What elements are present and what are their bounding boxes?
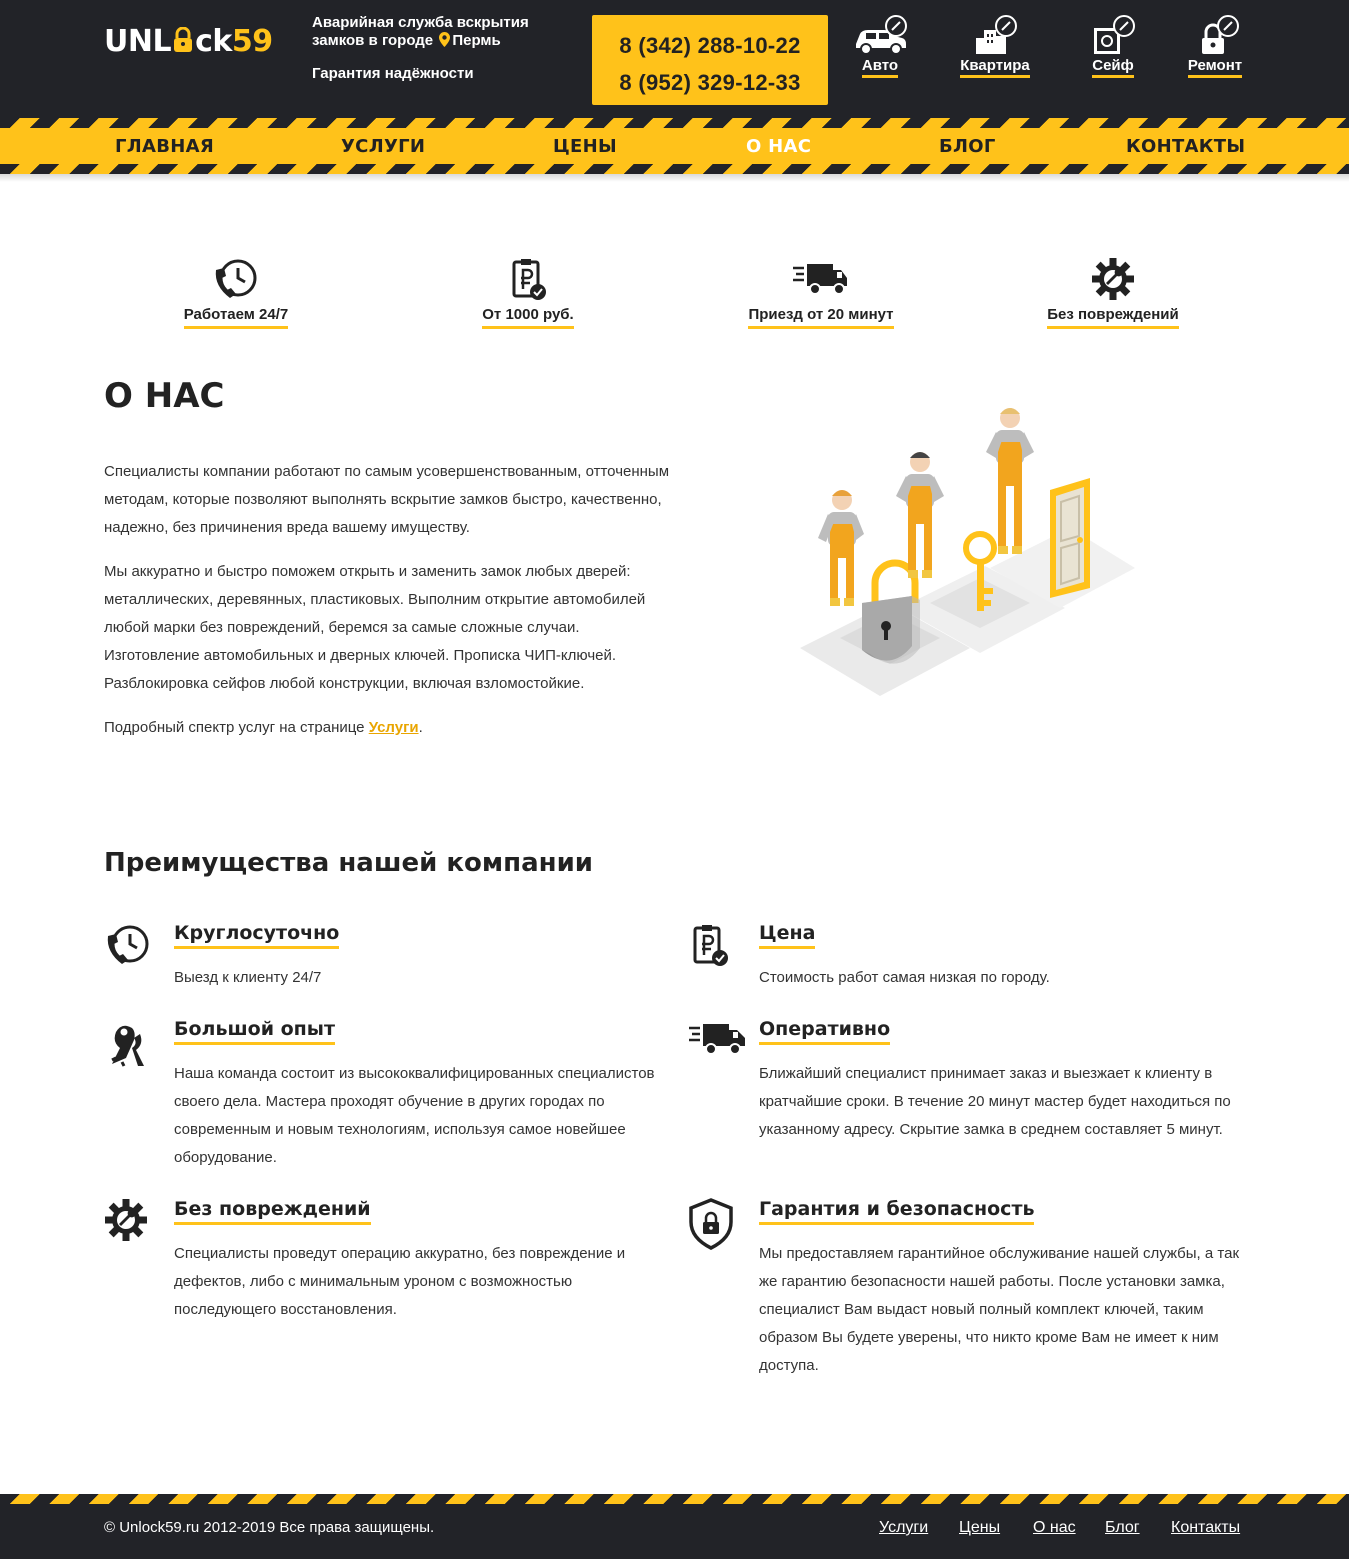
guarantee-text: Гарантия надёжности [312,65,474,82]
padlock-icon [1186,14,1244,56]
footer-link-services[interactable]: Услуги [879,1519,929,1536]
feature-no-damage: Без повреждений [1038,256,1188,329]
service-auto[interactable]: Авто [850,14,910,78]
copyright: © Unlock59.ru 2012-2019 Все права защищены. [104,1519,435,1536]
nav-item-blog[interactable]: БЛОГ [939,136,996,157]
footer [0,1504,1349,1559]
building-icon [958,14,1032,56]
clock-phone-icon [104,922,152,973]
service-safe[interactable]: Сейф [1088,14,1138,78]
nav-item-services[interactable]: УСЛУГИ [341,136,426,157]
phone-1[interactable]: 8 (342) 288-10-22 [619,33,801,58]
logo-lock-icon [172,26,194,52]
nav-item-about[interactable]: О НАС [746,136,812,157]
gear-wrench-icon [104,1198,152,1249]
about-paragraph-1: Специалисты компании работают по самым усовершенствованным, отточенным методам, которые позволяют выполнять вскрытие замков быстро, качественно, надежно, без причинения вреда вашему имуществу. [104,463,670,536]
about-paragraph-3: Подробный спектр услуг на странице Услуги. [104,719,423,736]
header [0,0,1349,118]
price-list-icon [472,256,584,302]
phone-2[interactable]: 8 (952) 329-12-33 [619,70,801,95]
footer-link-prices[interactable]: Цены [959,1519,1001,1536]
nav-item-contacts[interactable]: КОНТАКТЫ [1126,136,1246,157]
workers-illustration [780,398,1140,708]
truck-icon [689,1018,749,1069]
about-text [104,458,674,758]
service-repair[interactable]: Ремонт [1186,14,1244,78]
nav-item-home[interactable]: ГЛАВНАЯ [115,136,215,157]
feature-arrival: Приезд от 20 минут [739,256,903,329]
main-nav [0,128,1349,164]
gear-wrench-icon [1038,256,1188,302]
footer-stripe [0,1494,1349,1504]
car-icon [850,14,910,56]
advantages-title: Преимущества нашей компании [104,848,594,878]
footer-link-about[interactable]: О нас [1033,1519,1076,1536]
page-title: О НАС [104,376,225,416]
price-list-icon [689,922,737,973]
location-pin-icon [439,32,450,52]
nav-shadow [0,174,1349,182]
services-link[interactable]: Услуги [368,719,419,736]
clock-phone-icon [176,256,296,302]
safe-icon [1088,14,1138,56]
about-paragraph-2: Мы аккуратно и быстро поможем открыть и заменить замок любых дверей: металлических, деревянных, пластиковых. Выполним открытие автомобилей любой марки без повреждений, беремся за самые сложные случаи. Изготовление автомобильных и дверных ключей. Прописка ЧИП-ключей. Разблокировка сейфов любой конструкции, включая взломостойкие. [104,563,646,692]
nav-item-prices[interactable]: ЦЕНЫ [553,136,617,157]
feature-price: От 1000 руб. [472,256,584,329]
tagline: Аварийная служба вскрытия замков в городе Пермь [312,14,529,52]
keys-icon [104,1018,152,1075]
feature-24-7: Работаем 24/7 [176,256,296,329]
footer-link-contacts[interactable]: Контакты [1171,1519,1241,1536]
nav-stripe-bottom [0,164,1349,174]
service-apartment[interactable]: Квартира [958,14,1032,78]
truck-icon [739,256,903,302]
nav-stripe-top [0,118,1349,128]
phone-block [592,15,828,105]
logo[interactable]: UNL ck59 [104,24,273,59]
shield-lock-icon [689,1198,737,1255]
footer-link-blog[interactable]: Блог [1105,1519,1140,1536]
